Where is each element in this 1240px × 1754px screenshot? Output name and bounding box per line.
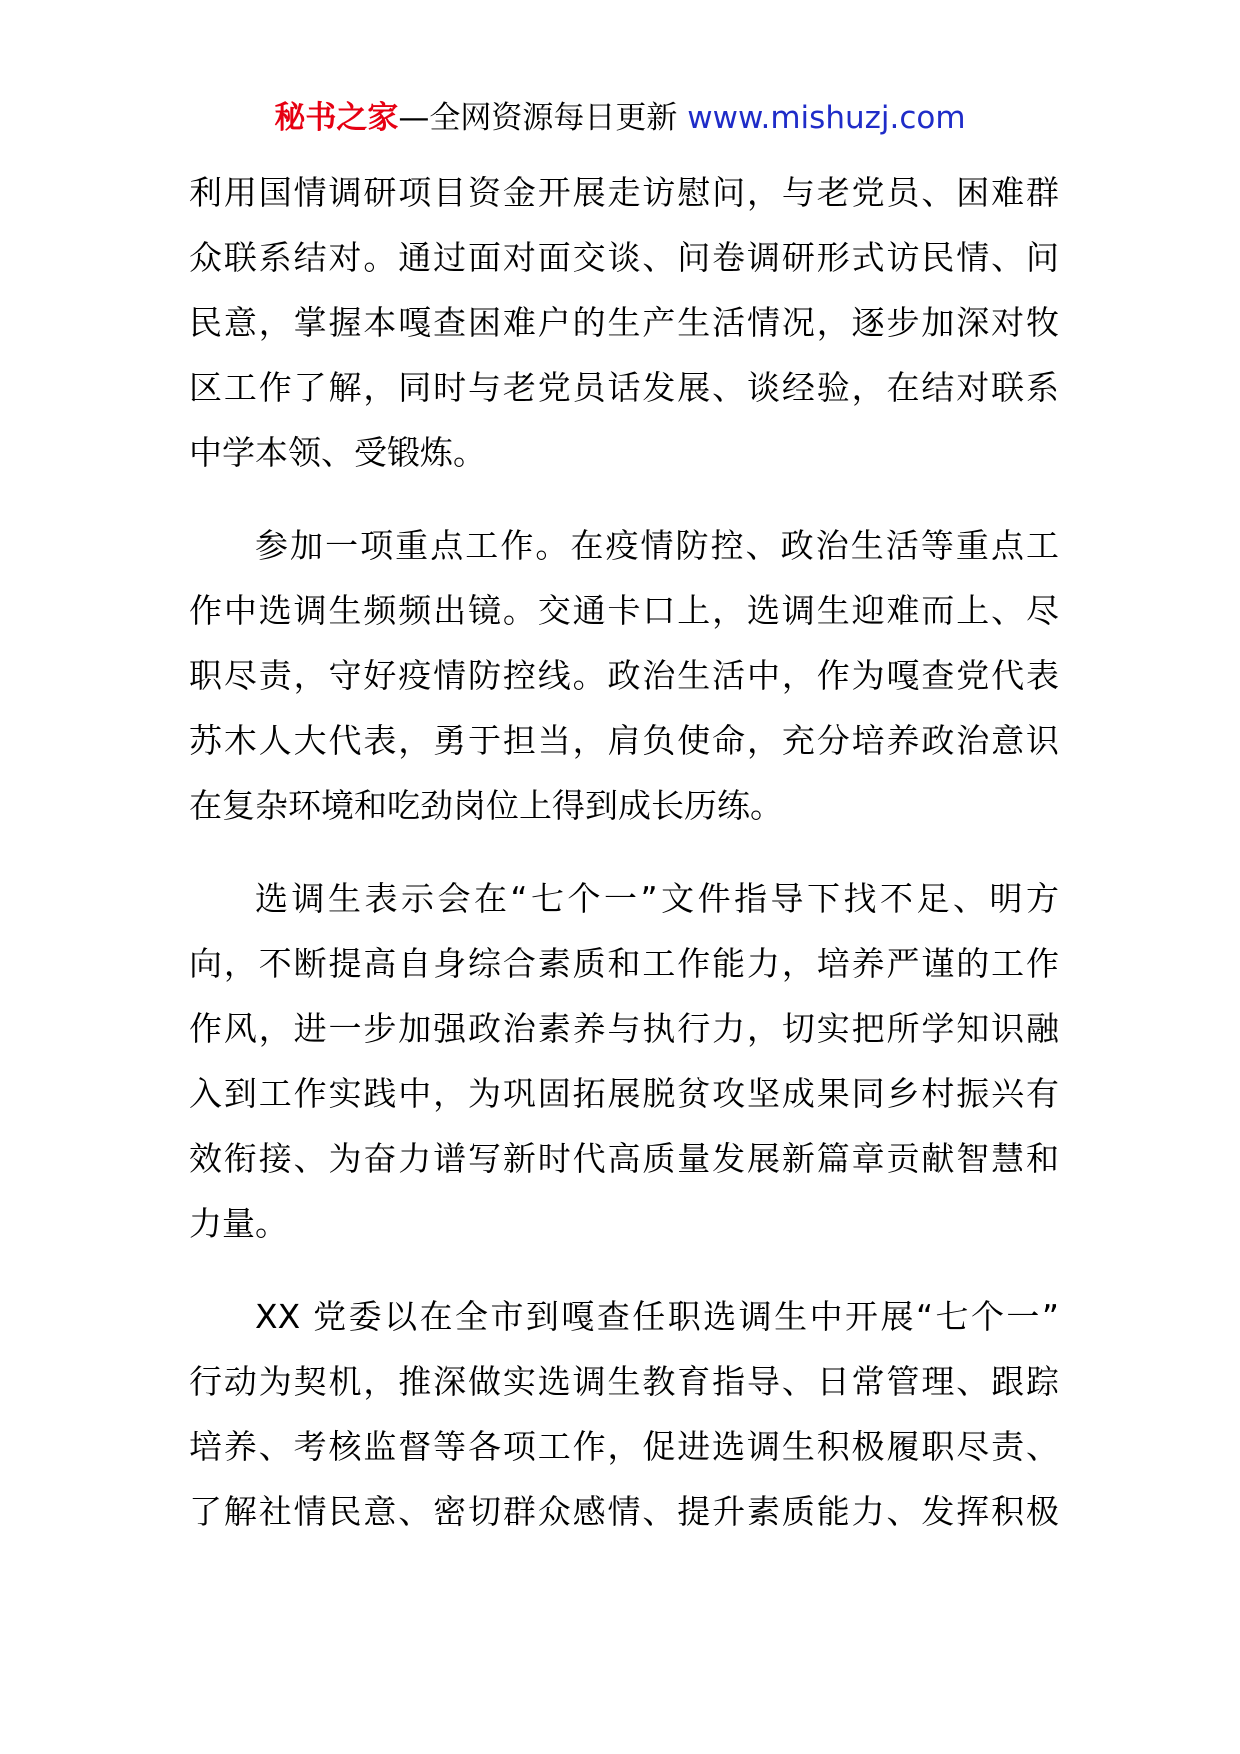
text-line: 利用国情调研项目资金开展走访慰问，与老党员、困难群 — [189, 173, 1059, 212]
paragraph — [189, 513, 1059, 838]
paragraph — [189, 1284, 1059, 1544]
site-url: www.mishuzj.com — [687, 100, 966, 136]
page-header — [0, 98, 1240, 138]
text-line: 在复杂环境和吃劲岗位上得到成长历练。 — [189, 786, 783, 825]
text-line: 民意，掌握本嘎查困难户的生产生活情况，逐步加深对牧 — [189, 303, 1059, 342]
text-line: 入到工作实践中，为巩固拓展脱贫攻坚成果同乡村振兴有 — [189, 1074, 1059, 1113]
text-line: 职尽责，守好疫情防控线。政治生活中，作为嘎查党代表 — [189, 656, 1059, 695]
text-line: 众联系结对。通过面对面交谈、问卷调研形式访民情、问 — [189, 238, 1059, 277]
text-line: 中学本领、受锻炼。 — [189, 433, 486, 472]
text-line: 选调生表示会在“七个一”文件指导下找不足、明方 — [255, 879, 1059, 918]
text-line: XX 党委以在全市到嘎查任职选调生中开展“七个一” — [255, 1297, 1059, 1336]
text-line: 培养、考核监督等各项工作，促进选调生积极履职尽责、 — [189, 1427, 1059, 1466]
text-line: 作风，进一步加强政治素养与执行力，切实把所学知识融 — [189, 1009, 1059, 1048]
text-line: 向，不断提高自身综合素质和工作能力，培养严谨的工作 — [189, 944, 1059, 983]
text-line: 了解社情民意、密切群众感情、提升素质能力、发挥积极 — [189, 1492, 1059, 1531]
text-line: 作中选调生频频出镜。交通卡口上，选调生迎难而上、尽 — [189, 591, 1059, 630]
text-line: 参加一项重点工作。在疫情防控、政治生活等重点工 — [255, 526, 1059, 565]
text-line: 苏木人大代表，勇于担当，肩负使命，充分培养政治意识 — [189, 721, 1059, 760]
document-body — [189, 160, 1059, 1572]
brand-name: 秘书之家 — [274, 100, 399, 136]
paragraph — [189, 866, 1059, 1256]
text-line: 力量。 — [189, 1204, 288, 1243]
text-line: 区工作了解，同时与老党员话发展、谈经验，在结对联系 — [189, 368, 1059, 407]
text-line: 效衔接、为奋力谱写新时代高质量发展新篇章贡献智慧和 — [189, 1139, 1059, 1178]
text-line: 行动为契机，推深做实选调生教育指导、日常管理、跟踪 — [189, 1362, 1059, 1401]
header-tagline: —全网资源每日更新 — [398, 100, 688, 136]
paragraph — [189, 160, 1059, 485]
